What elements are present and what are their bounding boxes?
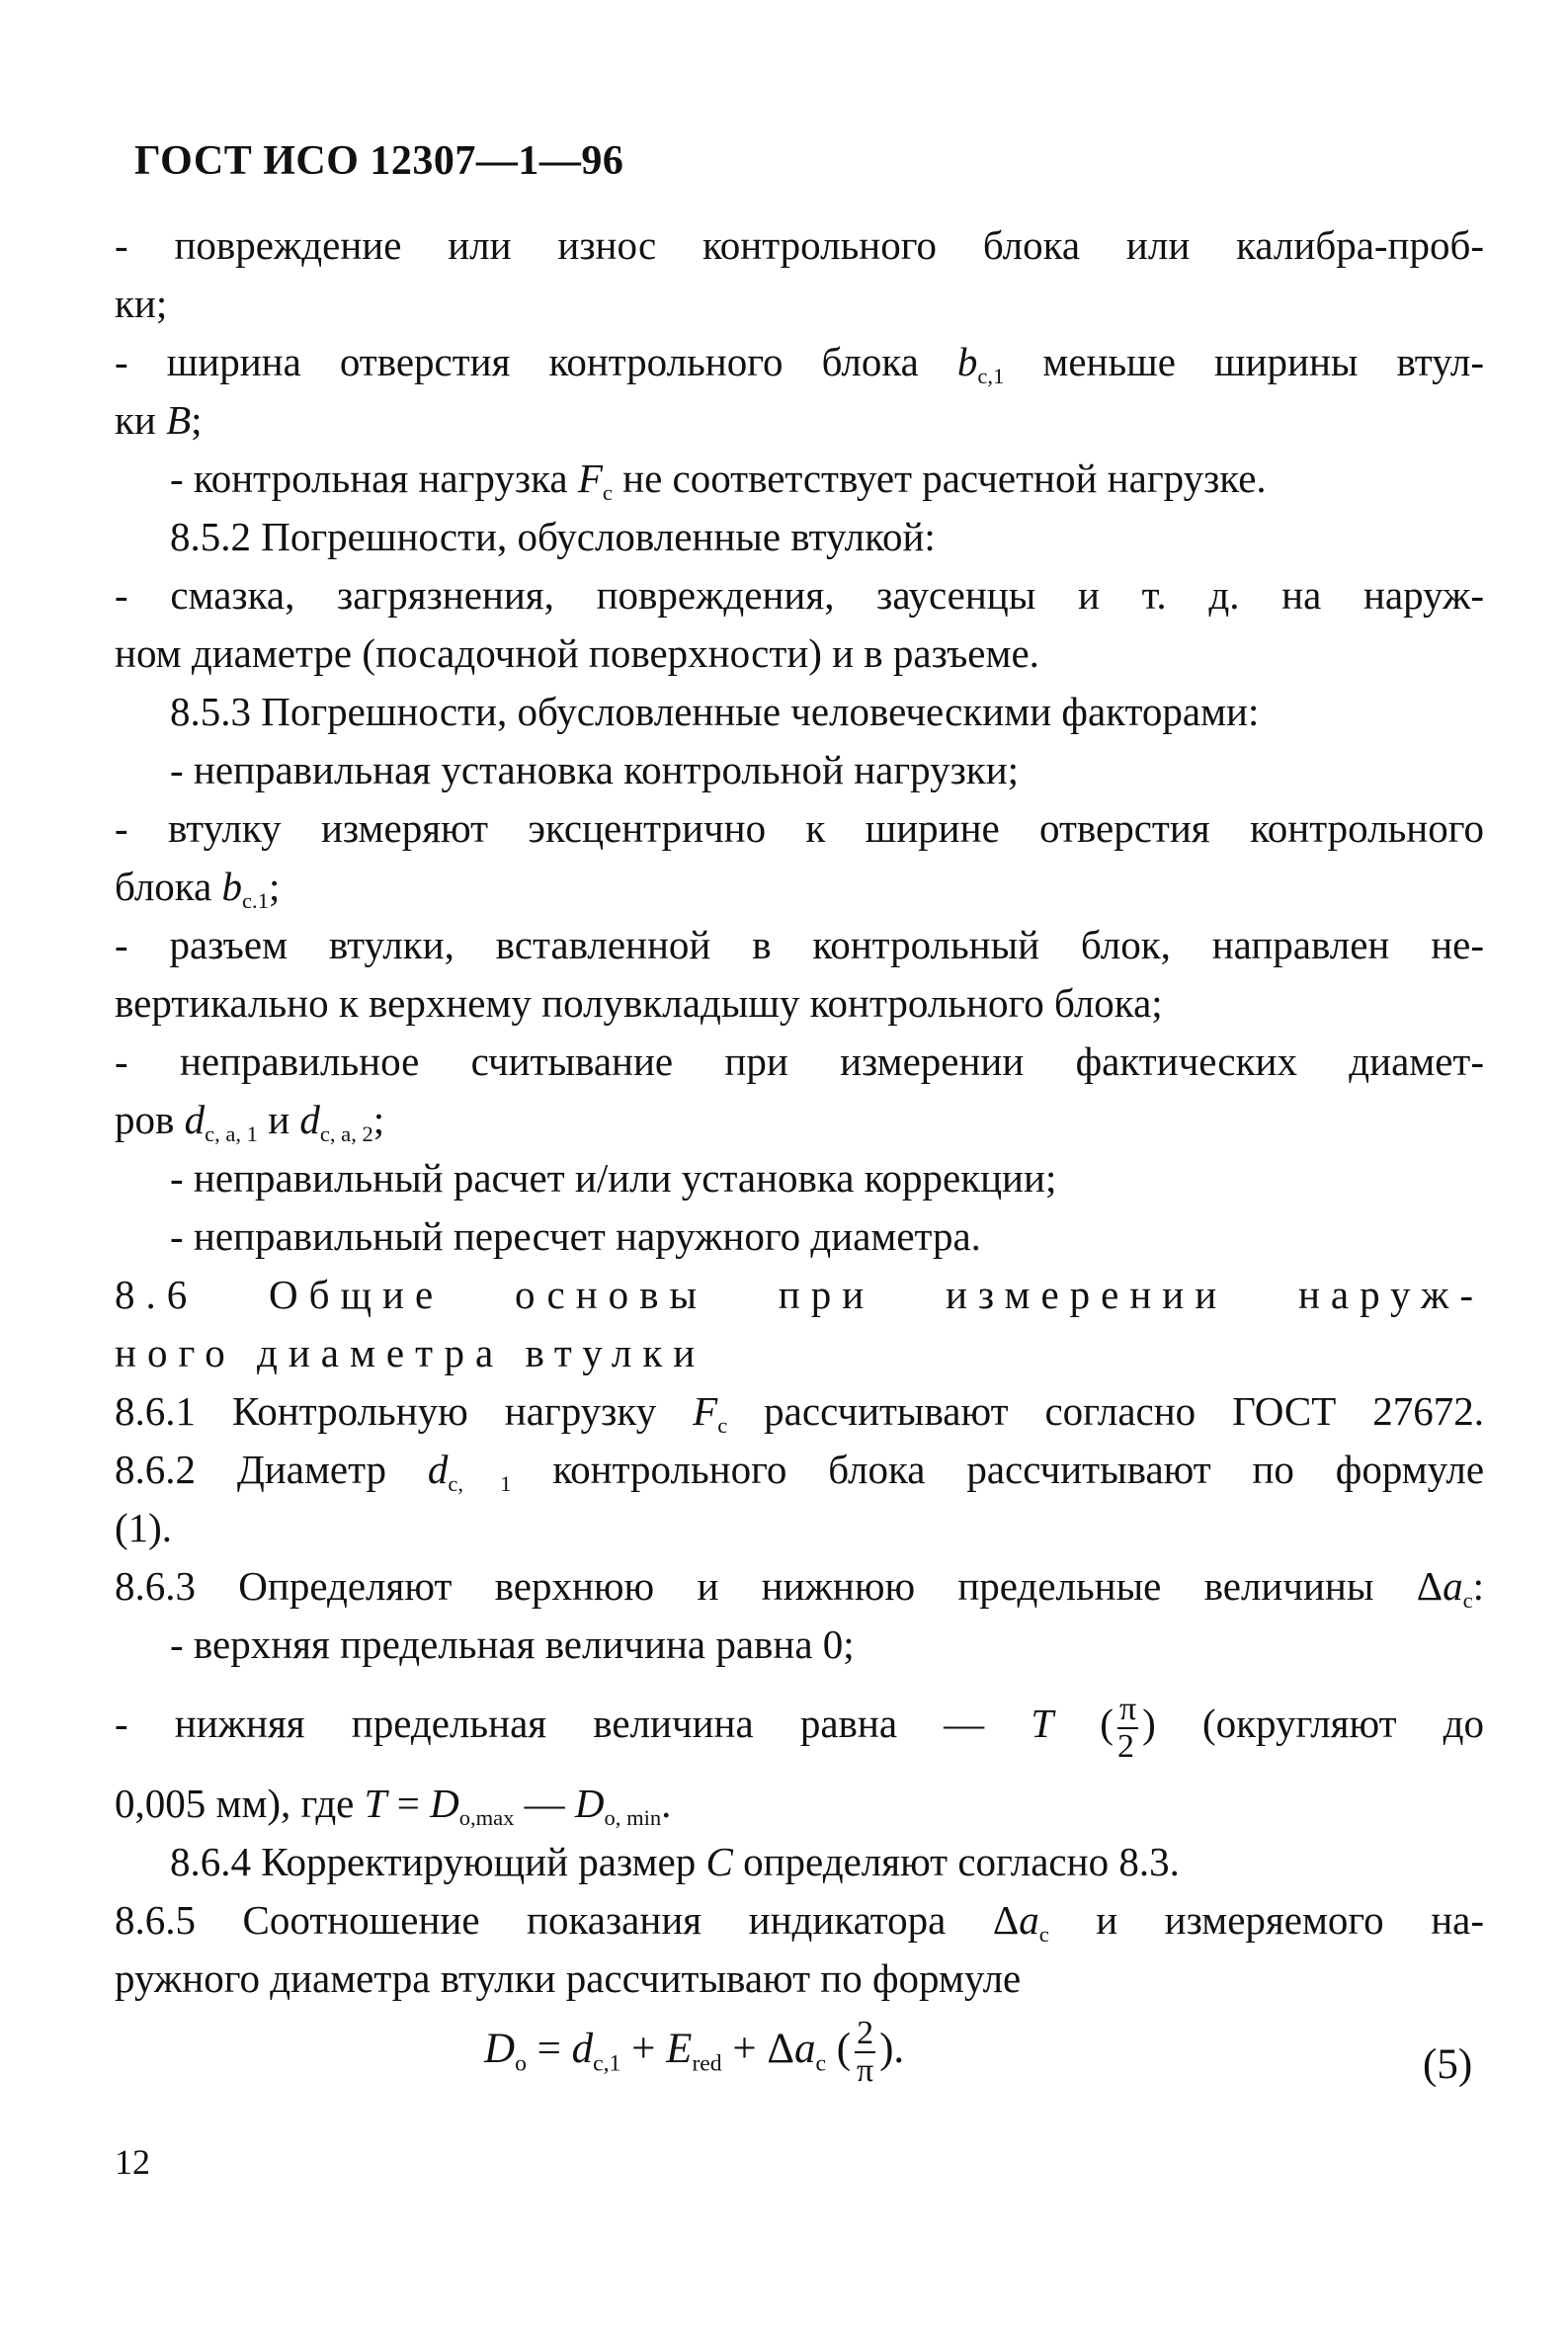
text-line: 8.6.4 Корректирующий размер C определяют согласно 8.3. xyxy=(170,1839,1180,1884)
text-line: - ширина отверстия контрольного блока $b_{c,1}$ меньше ширины втул- xyxy=(115,339,1484,388)
text-line: - разъем втулки, вставленной в контрольный блок, направлен не- xyxy=(115,922,1484,967)
text-line: - повреждение или износ контрольного блока или калибра-проб- xyxy=(115,222,1484,268)
text-line: ружного диаметра втулки рассчитывают по формуле xyxy=(115,1955,1022,2001)
text-line: (1). xyxy=(115,1505,173,1550)
text-line: ров $d_{c, a, 1}$ и $d_{c, a, 2}$; xyxy=(115,1097,385,1146)
text-line: - контрольная нагрузка $F_c$ не соответствует расчетной нагрузке. xyxy=(170,456,1267,505)
spaced-heading: 8.6 Общие основы при измерении наруж- xyxy=(115,1272,1484,1317)
text-line: 0,005 мм), где $T = D_{o,max}$ — $D_{o, min}$. xyxy=(115,1781,672,1830)
text-line: - верхняя предельная величина равна 0; xyxy=(170,1621,855,1667)
text-line: вертикально к верхнему полувкладышу контрольного блока; xyxy=(115,980,1163,1026)
fraction-2-over-pi: $\frac{2}{\pi}$ xyxy=(857,2015,874,2089)
section-heading: 8.5.2 Погрешности, обусловленные втулкой: xyxy=(170,514,936,559)
section-heading: 8.5.3 Погрешности, обусловленные человеческими факторами: xyxy=(170,689,1260,734)
text-line: - неправильная установка контрольной нагрузки; xyxy=(170,747,1020,792)
text-line: 8.6.5 Соотношение показания индикатора $\Delta a_c$ и измеряемого на- xyxy=(115,1897,1484,1947)
spaced-heading: ного диаметра втулки xyxy=(115,1330,706,1375)
text-line: - неправильный пересчет наружного диаметра. xyxy=(170,1213,981,1259)
text-line: - неправильный расчет и/или установка коррекции; xyxy=(170,1155,1057,1201)
formula-number: (5) xyxy=(1423,2041,1473,2088)
text-line: ном диаметре (посадочной поверхности) и в разъеме. xyxy=(115,630,1039,676)
text-line: ки; xyxy=(115,281,168,326)
formula-5: $D_o = d_{c,1} + E_{red} + \Delta a_c$ ( $\frac{2}{\pi}$ ). xyxy=(484,2015,905,2089)
text-line: блока $b_{c.1}$; xyxy=(115,864,281,913)
text-line: 8.6.1 Контрольную нагрузку $F_c$ рассчитывают согласно ГОСТ 27672. xyxy=(115,1388,1485,1438)
fraction-pi-over-2: $\frac{\pi}{2}$ xyxy=(1116,1691,1137,1765)
text-line: - неправильное считывание при измерении фактических диамет- xyxy=(115,1038,1484,1084)
text-line: 8.6.2 Диаметр $d_{c, 1}$ контрольного блока рассчитывают по формуле xyxy=(115,1447,1485,1496)
page-number: 12 xyxy=(115,2142,150,2182)
text-line: 8.6.3 Определяют верхнюю и нижнюю предельные величины $\Delta a_c$: xyxy=(115,1563,1484,1613)
text-line: - втулку измеряют эксцентрично к ширине отверстия контрольного xyxy=(115,805,1484,851)
text-line: - смазка, загрязнения, повреждения, заусенцы и т. д. на наруж- xyxy=(115,572,1484,618)
text-line: ки B; xyxy=(115,397,203,443)
document-header: ГОСТ ИСО 12307—1—96 xyxy=(134,138,624,184)
text-line: - нижняя предельная величина равна — T ( $\frac{\pi}{2}$ ) (округляют до xyxy=(115,1691,1485,1765)
